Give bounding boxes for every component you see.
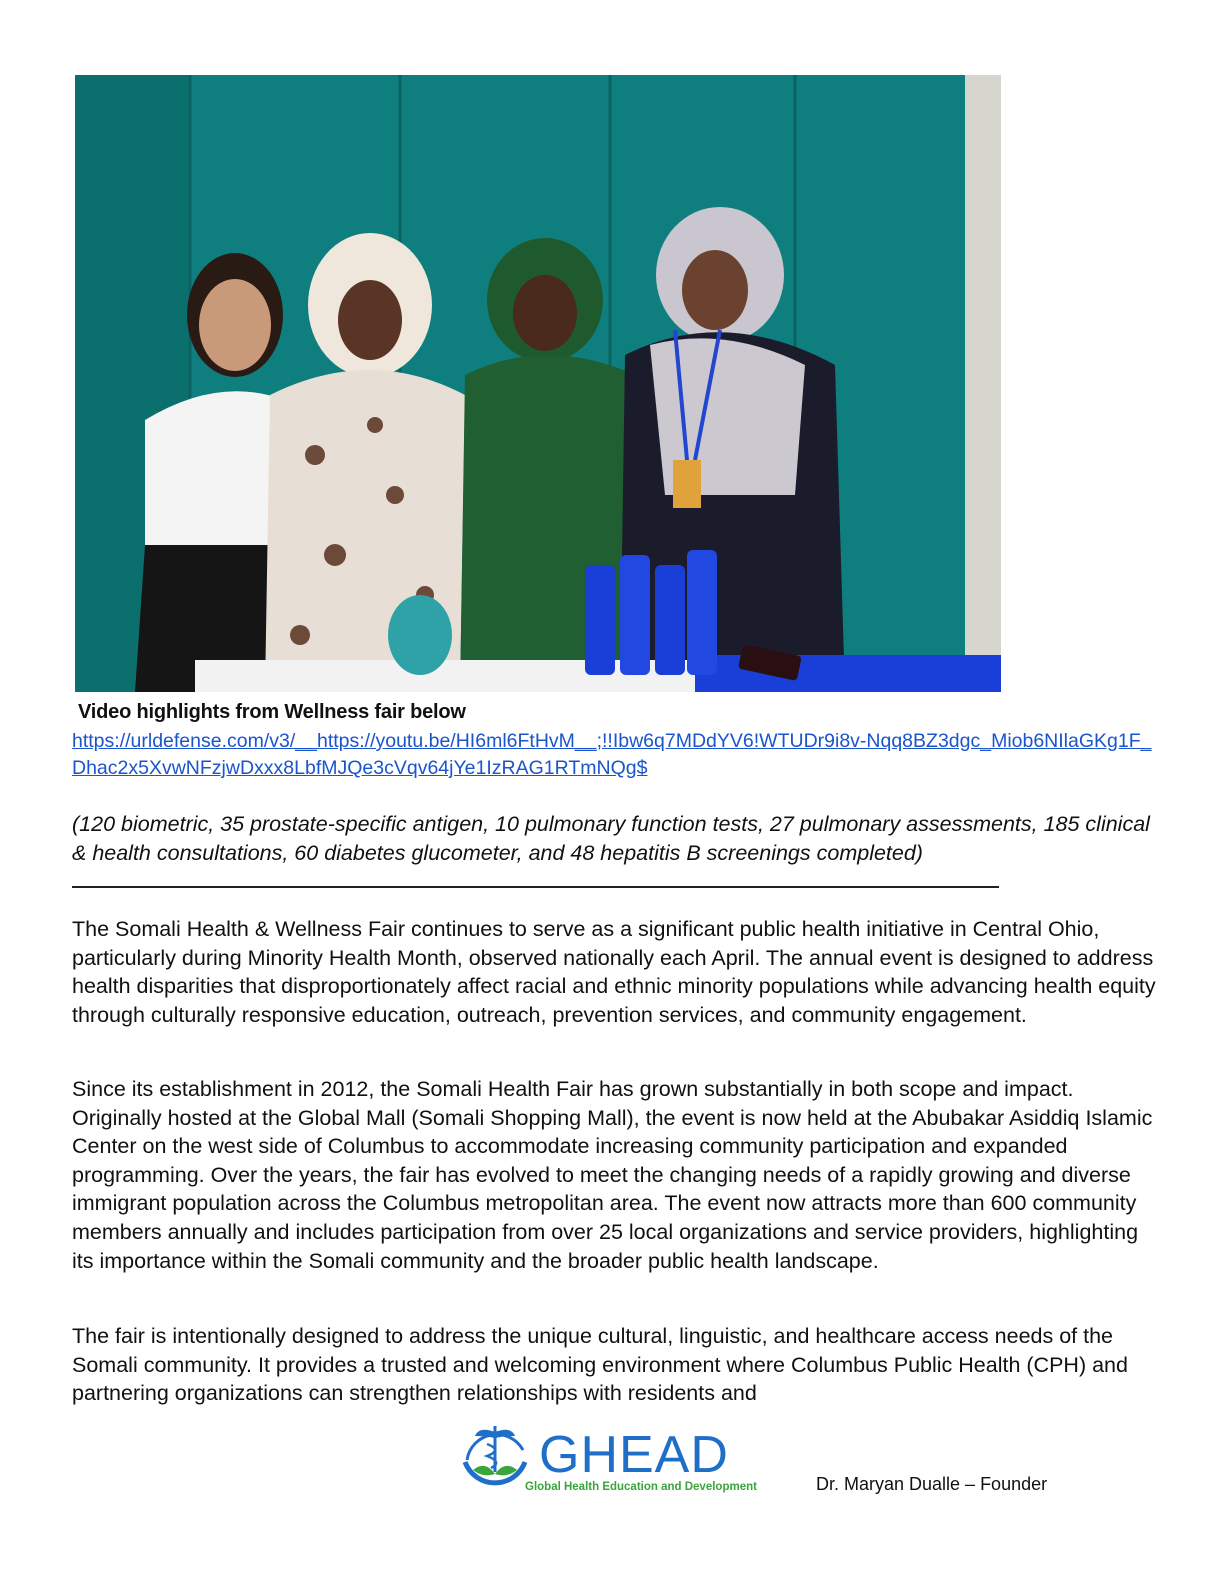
founder-signature: Dr. Maryan Dualle – Founder — [816, 1474, 1048, 1494]
paragraph-purpose: The fair is intentionally designed to address the unique cultural, linguistic, and healthcare access needs of the Somali community. It provides a trusted and welcoming environment where Columbus Public Health (CPH) and partnering organizations can strengthen relationships with residents and — [72, 1324, 1128, 1406]
paragraph-intro: The Somali Health & Wellness Fair continues to serve as a significant public health initiative in Central Ohio, particularly during Minority Health Month, observed nationally each April. The annual event is designed to address health disparities that disproportionately affect racial and ethnic minority populations while advancing health equity through culturally responsive education, outreach, prevention services, and community engagement. — [72, 917, 1156, 1027]
ghead-logo — [457, 1420, 757, 1495]
svg-text:GHEAD: GHEAD — [539, 1426, 729, 1484]
svg-text:Global Health Education and De: Global Health Education and Development — [525, 1481, 757, 1493]
divider — [72, 886, 999, 888]
video-link[interactable]: https://urldefense.com/v3/__https://youtu.be/HI6ml6FtHvM__;!!Ibw6q7MDdYV6!WTUDr9i8v-Nqq8BZ3dgc_Miob6NIlaGKg1F_Dhac2x5XvwNFzjwDxxx8LbfMJQe3cVqv64jYe1IzRAG1RTmNQg$ — [72, 730, 1152, 779]
screening-stats: (120 biometric, 35 prostate-specific antigen, 10 pulmonary function tests, 27 pulmonary assessments, 185 clinical & health consultations, 60 diabetes glucometer, and 48 hepatitis B screenings completed) — [72, 812, 1150, 865]
paragraph-history: Since its establishment in 2012, the Somali Health Fair has grown substantially in both scope and impact. Originally hosted at the Global Mall (Somali Shopping Mall), the event is now held at the Abubakar Asiddiq Islamic Center on the west side of Columbus to accommodate increasing community participation and expanded programming. Over the years, the fair has evolved to meet the changing needs of a rapidly growing and diverse immigrant population across the Columbus metropolitan area. The event now attracts more than 600 community members annually and includes participation from over 25 local organizations and service providers, highlighting its importance within the Somali community and the broader public health landscape. — [72, 1077, 1153, 1273]
video-caption: Video highlights from Wellness fair below — [78, 701, 466, 723]
event-photo — [75, 75, 1001, 692]
